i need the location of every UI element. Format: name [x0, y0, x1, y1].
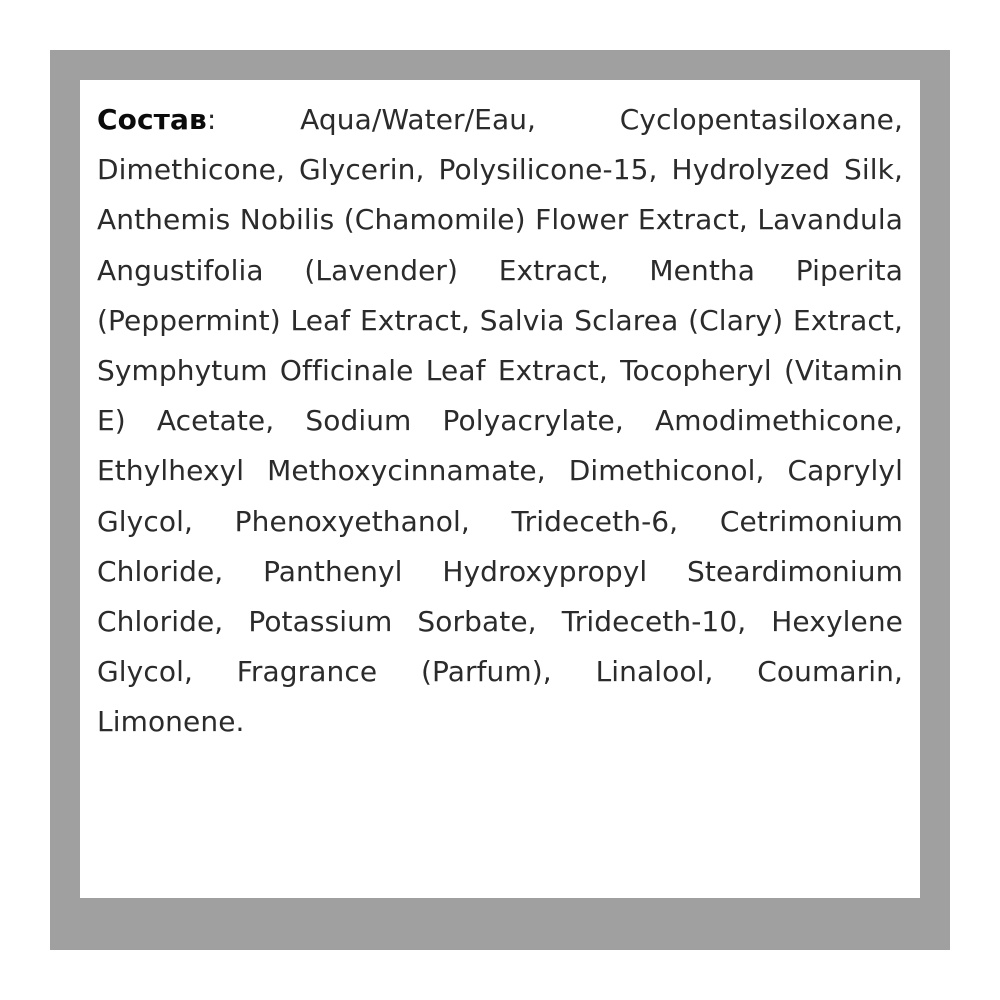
ingredients-paragraph: [97, 95, 903, 748]
ingredients-label: Состав: [97, 103, 207, 136]
ingredients-panel: [80, 80, 920, 898]
ingredients-list: Aqua/Water/Eau, Cyclopentasiloxane, Dimethicone, Glycerin, Polysilicone-15, Hydrolyzed Silk, Anthemis Nobilis (Chamomile) Flower Extract, Lavandula Angustifolia (Lavender) Extract, Mentha Piperita (Peppermint) Leaf Extract, Salvia Sclarea (Clary) Extract, Symphytum Officinale Leaf Extract, Tocopheryl (Vitamin E) Acetate, Sodium Polyacrylate, Amodimethicone, Ethylhexyl Methoxycinnamate, Dimethiconol, Caprylyl Glycol, Phenoxyethanol, Trideceth-6, Cetrimonium Chloride, Panthenyl Hydroxypropyl Steardimonium Chloride, Potassium Sorbate, Trideceth-10, Hexylene Glycol, Fragrance (Parfum), Linalool, Coumarin, Limonene.: [97, 103, 903, 739]
ingredients-separator: :: [206, 103, 217, 136]
